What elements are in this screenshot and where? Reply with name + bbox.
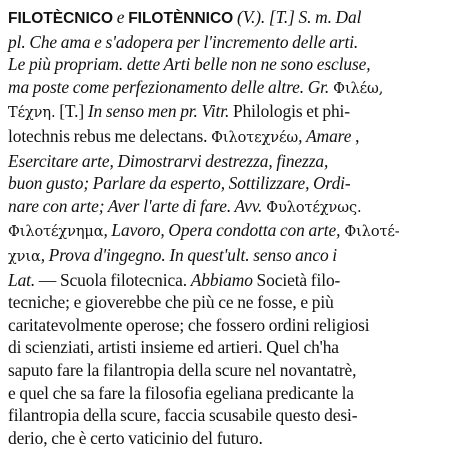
example-text: Società filo- — [252, 269, 341, 290]
definition-text: , Lavoro, Opera condotta con arte, — [103, 220, 341, 241]
entry-line-10 — [8, 219, 466, 244]
entry-line-18: filantropia della scure, faccia scusabile questo desi- — [8, 405, 358, 426]
greek-term: Φιλοτεχνέω — [211, 129, 299, 146]
entry-line-12 — [8, 269, 466, 292]
entry-line-19: derio, che è certo vaticinio del futuro. — [8, 427, 263, 448]
grammatical-notes: (V.). [T.] S. m. Dal — [233, 7, 362, 27]
entry-line-9 — [8, 195, 466, 220]
greek-term: Φιλοτέχνημα — [8, 224, 104, 241]
entry-line-15: di scienziati, artisti insieme ed artieri. Quel ch'ha — [8, 337, 339, 358]
latin-citation: lotechnis rebus me delectans. — [8, 125, 212, 146]
source-tag: [T.] — [55, 101, 88, 122]
entry-line-11 — [8, 244, 466, 269]
dictionary-entry — [8, 6, 466, 449]
headword-conjunction: e — [113, 7, 129, 27]
entry-line-4 — [8, 76, 466, 101]
definition-text: , Amare — [298, 125, 352, 146]
punctuation: , — [351, 125, 360, 146]
definition-text: nare con arte; Aver l'arte di fare. Avv. — [8, 195, 263, 216]
entry-line-6 — [8, 125, 466, 150]
sense-note: In senso men pr. Vitr. — [87, 101, 230, 122]
entry-line-1 — [8, 6, 466, 31]
entry-line-5 — [8, 100, 466, 125]
greek-term: Φυλοτέχνως. — [262, 199, 362, 216]
definition-text: Lat. — [8, 269, 36, 290]
entry-line-2: pl. Che ama e s'adopera per l'incremento delle arti. — [8, 31, 359, 52]
example-text: — Scuola filotecnica. — [35, 269, 191, 290]
greek-term: Φιλέω, — [329, 80, 384, 97]
definition-text: , Prova d'ingegno. In quest'ult. senso anco i — [40, 244, 338, 265]
entry-line-14: caritatevolmente operose; che fossero ordini religiosi — [8, 314, 370, 335]
entry-line-16: saputo fare la filantropia della scure nel novantatrè, — [8, 359, 357, 380]
greek-term: Τέχνη. — [8, 105, 56, 122]
entry-line-7: Esercitare arte, Dimostrarvi destrezza, finezza, — [8, 150, 329, 171]
example-emphasis: Abbiamo — [190, 269, 253, 290]
greek-term: χνια — [8, 248, 41, 265]
latin-citation: Philologis et phi- — [229, 101, 350, 122]
entry-line-17: e quel che sa fare la filosofia egeliana predicante la — [8, 382, 354, 403]
entry-line-13: tecniche; e gioverebbe che più ce ne fosse, e più — [8, 292, 334, 313]
entry-line-3: Le più propriam. dette Arti belle non ne sono escluse, — [8, 54, 371, 75]
headword: FILOTÈCNICO — [8, 10, 114, 27]
entry-line-8: buon gusto; Parlare da esperto, Sottilizzare, Ordi- — [8, 173, 351, 194]
greek-term: Φιλοτέ- — [340, 224, 400, 241]
headword-variant: FILOTÈNNICO — [128, 10, 234, 27]
definition-text: ma poste come perfezionamento delle altre. Gr. — [8, 76, 330, 97]
